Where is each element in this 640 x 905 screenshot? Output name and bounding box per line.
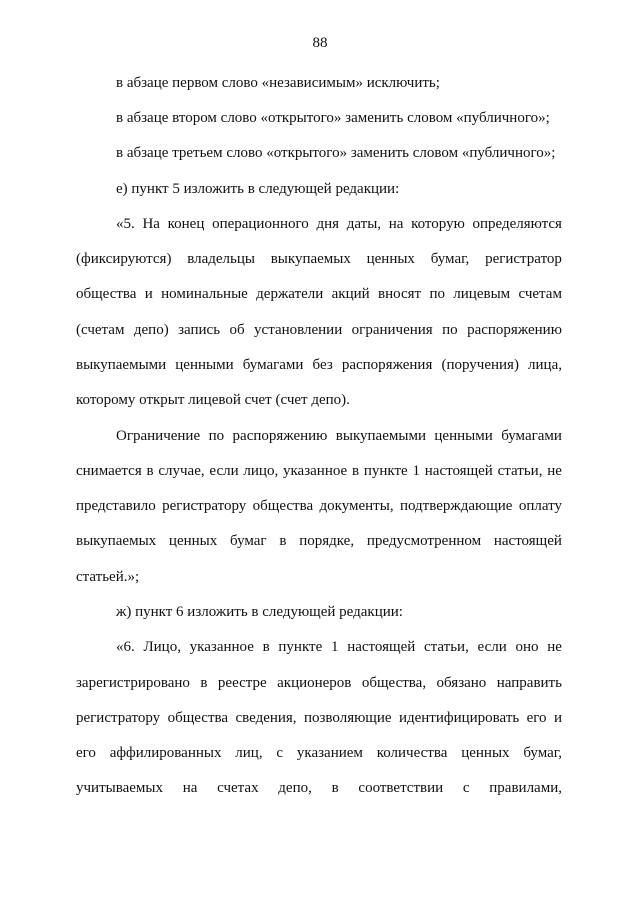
word: вносят (378, 286, 422, 302)
word: правилами, (489, 780, 562, 796)
word: идентифицировать (398, 710, 520, 726)
word: случае, (158, 463, 205, 479)
word: общества (252, 498, 314, 514)
word: лиц, (235, 745, 263, 761)
word: настоящей (493, 533, 562, 549)
word: бумагами (501, 428, 562, 444)
word: обязано (436, 675, 487, 691)
word: если (477, 639, 507, 655)
word: дня (316, 216, 340, 232)
word: его (76, 745, 96, 761)
word: в (146, 463, 154, 479)
word: соответствии (358, 780, 444, 796)
word: даты, (346, 216, 382, 232)
word: не (547, 639, 562, 655)
word: ценными (434, 428, 493, 444)
word: ограничения (351, 322, 433, 338)
text-line: в абзаце третьем слово «открытого» заменить словом «публичного»; (116, 145, 556, 161)
word: определяются (472, 216, 562, 232)
text-line: в абзаце втором слово «открытого» заменить словом «публичного»; (116, 110, 550, 126)
word: по (208, 428, 225, 444)
text-line: ж) пункт 6 изложить в следующей редакции: (116, 604, 403, 620)
word: На (142, 216, 160, 232)
word: лицевым (453, 286, 511, 302)
word: его (526, 710, 547, 726)
text-line (76, 708, 562, 728)
word: регистратор (485, 251, 562, 267)
word: Лицо, (143, 639, 181, 655)
text-line (116, 637, 562, 657)
word: регистратору (162, 498, 247, 514)
word: указанное (189, 639, 254, 655)
word: бумаг, (523, 745, 562, 761)
word: установлении (254, 322, 343, 338)
word: и (553, 710, 562, 726)
word: пункте (278, 639, 323, 655)
word: ценных (168, 533, 218, 549)
word: общества (167, 710, 229, 726)
word: статьи, (497, 463, 543, 479)
text-line (76, 743, 562, 763)
text-line (76, 531, 562, 551)
word: количества (376, 745, 448, 761)
word: операционного (212, 216, 309, 232)
word: владельцы (187, 251, 255, 267)
word: бумагами (242, 357, 304, 373)
text-line (116, 426, 562, 446)
word: распоряжению (232, 428, 328, 444)
word: распоряжению (467, 322, 562, 338)
word: (счетам (76, 322, 125, 338)
word: ценных (366, 251, 415, 267)
word: конец (167, 216, 205, 232)
word: статьи, (423, 639, 469, 655)
word: если (209, 463, 239, 479)
word: по (442, 322, 458, 338)
word: учитываемых (76, 780, 163, 796)
word: запись (178, 322, 221, 338)
word: оно (515, 639, 539, 655)
word: бумаг, (430, 251, 470, 267)
text-line (116, 214, 562, 234)
word: в (279, 533, 287, 549)
word: подтверждающие (399, 498, 513, 514)
word: номинальные (161, 286, 248, 302)
word: снимается (76, 463, 142, 479)
word: депо, (278, 780, 312, 796)
word: в (200, 675, 208, 691)
word: настоящей (347, 639, 416, 655)
text-line (76, 320, 562, 340)
word: лицо, (243, 463, 279, 479)
word: в (351, 463, 360, 479)
word: на (182, 780, 198, 796)
word: реестре (217, 675, 267, 691)
word: выкупаемыми (76, 357, 167, 373)
word: счетам (518, 286, 562, 302)
word: указанием (296, 745, 363, 761)
page-number: 88 (312, 35, 328, 51)
word: порядке, (299, 533, 355, 549)
text-line (76, 284, 562, 304)
word: «6. (116, 639, 135, 655)
word: акций (331, 286, 370, 302)
word: представило (76, 498, 156, 514)
word: пункте (363, 463, 408, 479)
text-line: в абзаце первом слово «независимым» исключить; (116, 75, 440, 91)
word: оплату (518, 498, 562, 514)
word: аффилированных (109, 745, 222, 761)
word: указанное (282, 463, 348, 479)
word: общества, (361, 675, 427, 691)
word: направить (496, 675, 562, 691)
text-line: которому открыт лицевой счет (счет депо). (76, 392, 350, 408)
word: держатели (256, 286, 324, 302)
word: 1 (330, 639, 339, 655)
word: в (331, 780, 339, 796)
text-line: е) пункт 5 изложить в следующей редакции: (116, 181, 400, 197)
word: не (547, 463, 562, 479)
text-line (76, 673, 562, 693)
word: по (429, 286, 445, 302)
word: ценными (175, 357, 234, 373)
word: выкупаемых (270, 251, 351, 267)
word: с (276, 745, 284, 761)
word: 1 (412, 463, 420, 479)
word: с (462, 780, 470, 796)
word: регистратору (76, 710, 161, 726)
word: без (312, 357, 333, 373)
word: (фиксируются) (76, 251, 172, 267)
word: зарегистрировано (76, 675, 190, 691)
text-line (76, 355, 562, 375)
word: настоящей (424, 463, 493, 479)
word: выкупаемыми (335, 428, 426, 444)
word: об (229, 322, 245, 338)
text-line (76, 461, 562, 481)
text-line (76, 249, 562, 269)
word: (поручения) (441, 357, 519, 373)
word: распоряжения (341, 357, 433, 373)
word: «5. (116, 216, 135, 232)
word: в (262, 639, 270, 655)
word: сведения, (235, 710, 297, 726)
word: счетах (217, 780, 259, 796)
word: бумаг (230, 533, 267, 549)
text-line (76, 496, 562, 516)
word: предусмотренном (366, 533, 482, 549)
word: депо) (133, 322, 169, 338)
word: общества (76, 286, 137, 302)
word: документы, (319, 498, 394, 514)
word: позволяющие (303, 710, 392, 726)
word: и (144, 286, 153, 302)
word: акционеров (277, 675, 352, 691)
text-line (76, 778, 562, 798)
word: на (388, 216, 404, 232)
word: Ограничение (116, 428, 201, 444)
word: ценных (461, 745, 510, 761)
word: выкупаемых (76, 533, 157, 549)
word: лица, (528, 357, 562, 373)
word: которую (411, 216, 465, 232)
text-line: статьей.»; (76, 569, 140, 585)
